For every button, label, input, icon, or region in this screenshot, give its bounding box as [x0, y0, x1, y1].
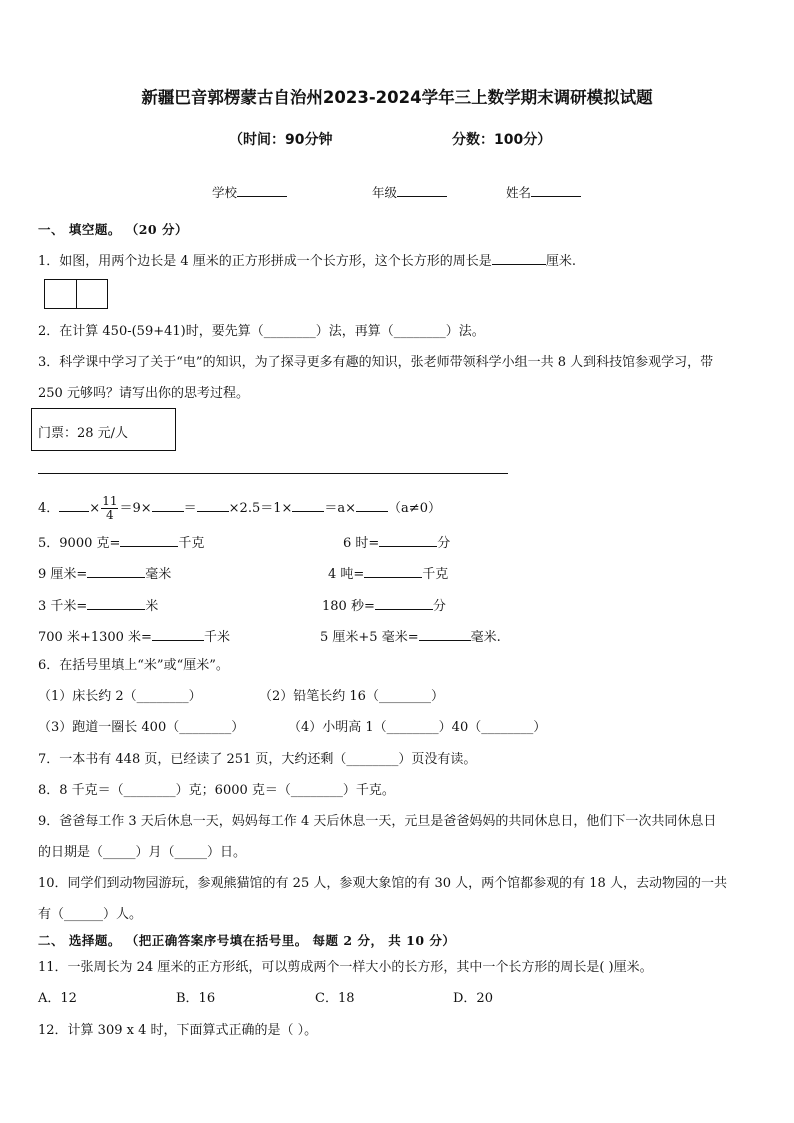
q1-text: 1．如图，用两个边长是 4 厘米的正方形拼成一个长方形，这个长方形的周长是	[38, 254, 492, 269]
ticket-price: 门票：28 元/人	[38, 426, 129, 441]
q5-blank-7[interactable]	[152, 626, 204, 641]
q11-option-d[interactable]: D．20	[453, 991, 493, 1006]
q11-option-a[interactable]: A．12	[38, 991, 77, 1006]
q6-item-1[interactable]: （1）床长约 2（________）	[38, 689, 202, 704]
q6-item-2[interactable]: （2）铅笔长约 16（________）	[259, 689, 444, 704]
q5-item-1: 5．9000 克= 千克	[38, 532, 204, 553]
school-field	[212, 182, 287, 202]
exam-time: （时间：90分钟	[229, 132, 333, 148]
question-6: 6．在括号里填上“米”或“厘米”。	[38, 658, 229, 673]
q5-blank-1[interactable]	[120, 532, 178, 547]
question-3-line2: 250 元够吗？请写出你的思考过程。	[38, 386, 249, 401]
section-choice-heading: 二、 选择题。 （把正确答案序号填在括号里。 每题 2 分， 共 10 分）	[38, 933, 456, 948]
question-10-line1: 10．同学们到动物园游玩，参观熊猫馆的有 25 人，参观大象馆的有 30 人，两个馆都参观的有 18 人，去动物园的一共	[38, 876, 727, 891]
q4-blank-5[interactable]	[356, 497, 388, 512]
q4-blank-2[interactable]	[152, 497, 184, 512]
q3-answer-line[interactable]	[38, 473, 508, 474]
question-3-line1: 3．科学课中学习了关于“电”的知识，为了探寻更多有趣的知识，张老师带领科学小组一共 8 人到科技馆参观学习，带	[38, 355, 714, 370]
q4-blank-4[interactable]	[292, 497, 324, 512]
q11-option-b[interactable]: B．16	[176, 991, 216, 1006]
two-squares-figure	[44, 279, 108, 309]
name-field	[506, 182, 581, 202]
question-12: 12．计算 309 x 4 时，下面算式正确的是（ ）。	[38, 1023, 318, 1038]
question-2: 2．在计算 450-(59+41)时，要先算（________）法，再算（________）法。	[38, 324, 485, 339]
ticket-price-box	[31, 408, 176, 451]
q11-option-c[interactable]: C．18	[315, 991, 355, 1006]
q1-blank[interactable]	[492, 250, 546, 265]
question-1	[38, 250, 576, 271]
question-10-line2: 有（______）人。	[38, 907, 143, 922]
name-label: 姓名	[506, 185, 532, 200]
question-11: 11．一张周长为 24 厘米的正方形纸，可以剪成两个一样大小的长方形，其中一个长方形的周长是( )厘米。	[38, 960, 653, 975]
q5-item-5: 3 千米= 米	[38, 595, 158, 616]
q5-blank-3[interactable]	[87, 563, 145, 578]
grade-field	[372, 182, 447, 202]
question-9-line1: 9．爸爸每工作 3 天后休息一天，妈妈每工作 4 天后休息一天，元旦是爸爸妈妈的共同休息日，他们下一次共同休息日	[38, 814, 717, 829]
q5-blank-6[interactable]	[375, 595, 433, 610]
school-label: 学校	[212, 185, 238, 200]
q5-blank-2[interactable]	[379, 532, 437, 547]
q5-item-6: 180 秒= 分	[322, 595, 446, 616]
q6-item-3[interactable]: （3）跑道一圈长 400（________）	[38, 720, 245, 735]
question-8: 8．8 千克＝（________）克；6000 克＝（________）千克。	[38, 783, 395, 798]
question-9-line2: 的日期是（_____）月（_____）日。	[38, 845, 247, 860]
q4-blank-3[interactable]	[197, 497, 229, 512]
q1-unit: 厘米.	[545, 254, 576, 269]
q5-blank-4[interactable]	[364, 563, 422, 578]
page-title: 新疆巴音郭楞蒙古自治州2023-2024学年三上数学期末调研模拟试题	[141, 88, 653, 107]
section-fill-blank-heading: 一、 填空题。 （20 分）	[38, 222, 188, 237]
q5-blank-5[interactable]	[87, 595, 145, 610]
grade-label: 年级	[372, 185, 398, 200]
q6-item-4[interactable]: （4）小明高 1（________）40（________）	[288, 720, 547, 735]
q5-item-8: 5 厘米+5 毫米= 毫米.	[320, 626, 501, 647]
school-blank[interactable]	[237, 182, 287, 197]
question-7: 7．一本书有 448 页，已经读了 251 页，大约还剩（________）页没有读。	[38, 752, 477, 767]
grade-blank[interactable]	[397, 182, 447, 197]
q5-item-3: 9 厘米= 毫米	[38, 563, 171, 584]
exam-score: 分数：100分）	[452, 132, 552, 148]
q5-item-2: 6 时= 分	[343, 532, 450, 553]
q4-blank-1[interactable]	[59, 497, 89, 512]
q5-item-4: 4 吨= 千克	[328, 563, 448, 584]
fraction-11-4: $\frac{11}{4}$	[102, 494, 118, 522]
name-blank[interactable]	[531, 182, 581, 197]
q5-item-7: 700 米+1300 米= 千米	[38, 626, 230, 647]
q5-blank-8[interactable]	[419, 626, 471, 641]
question-4: 4． × $\frac{11}{4}$ ＝9× ＝ ×2.5＝1× ＝a× （a≠0）	[38, 494, 441, 522]
